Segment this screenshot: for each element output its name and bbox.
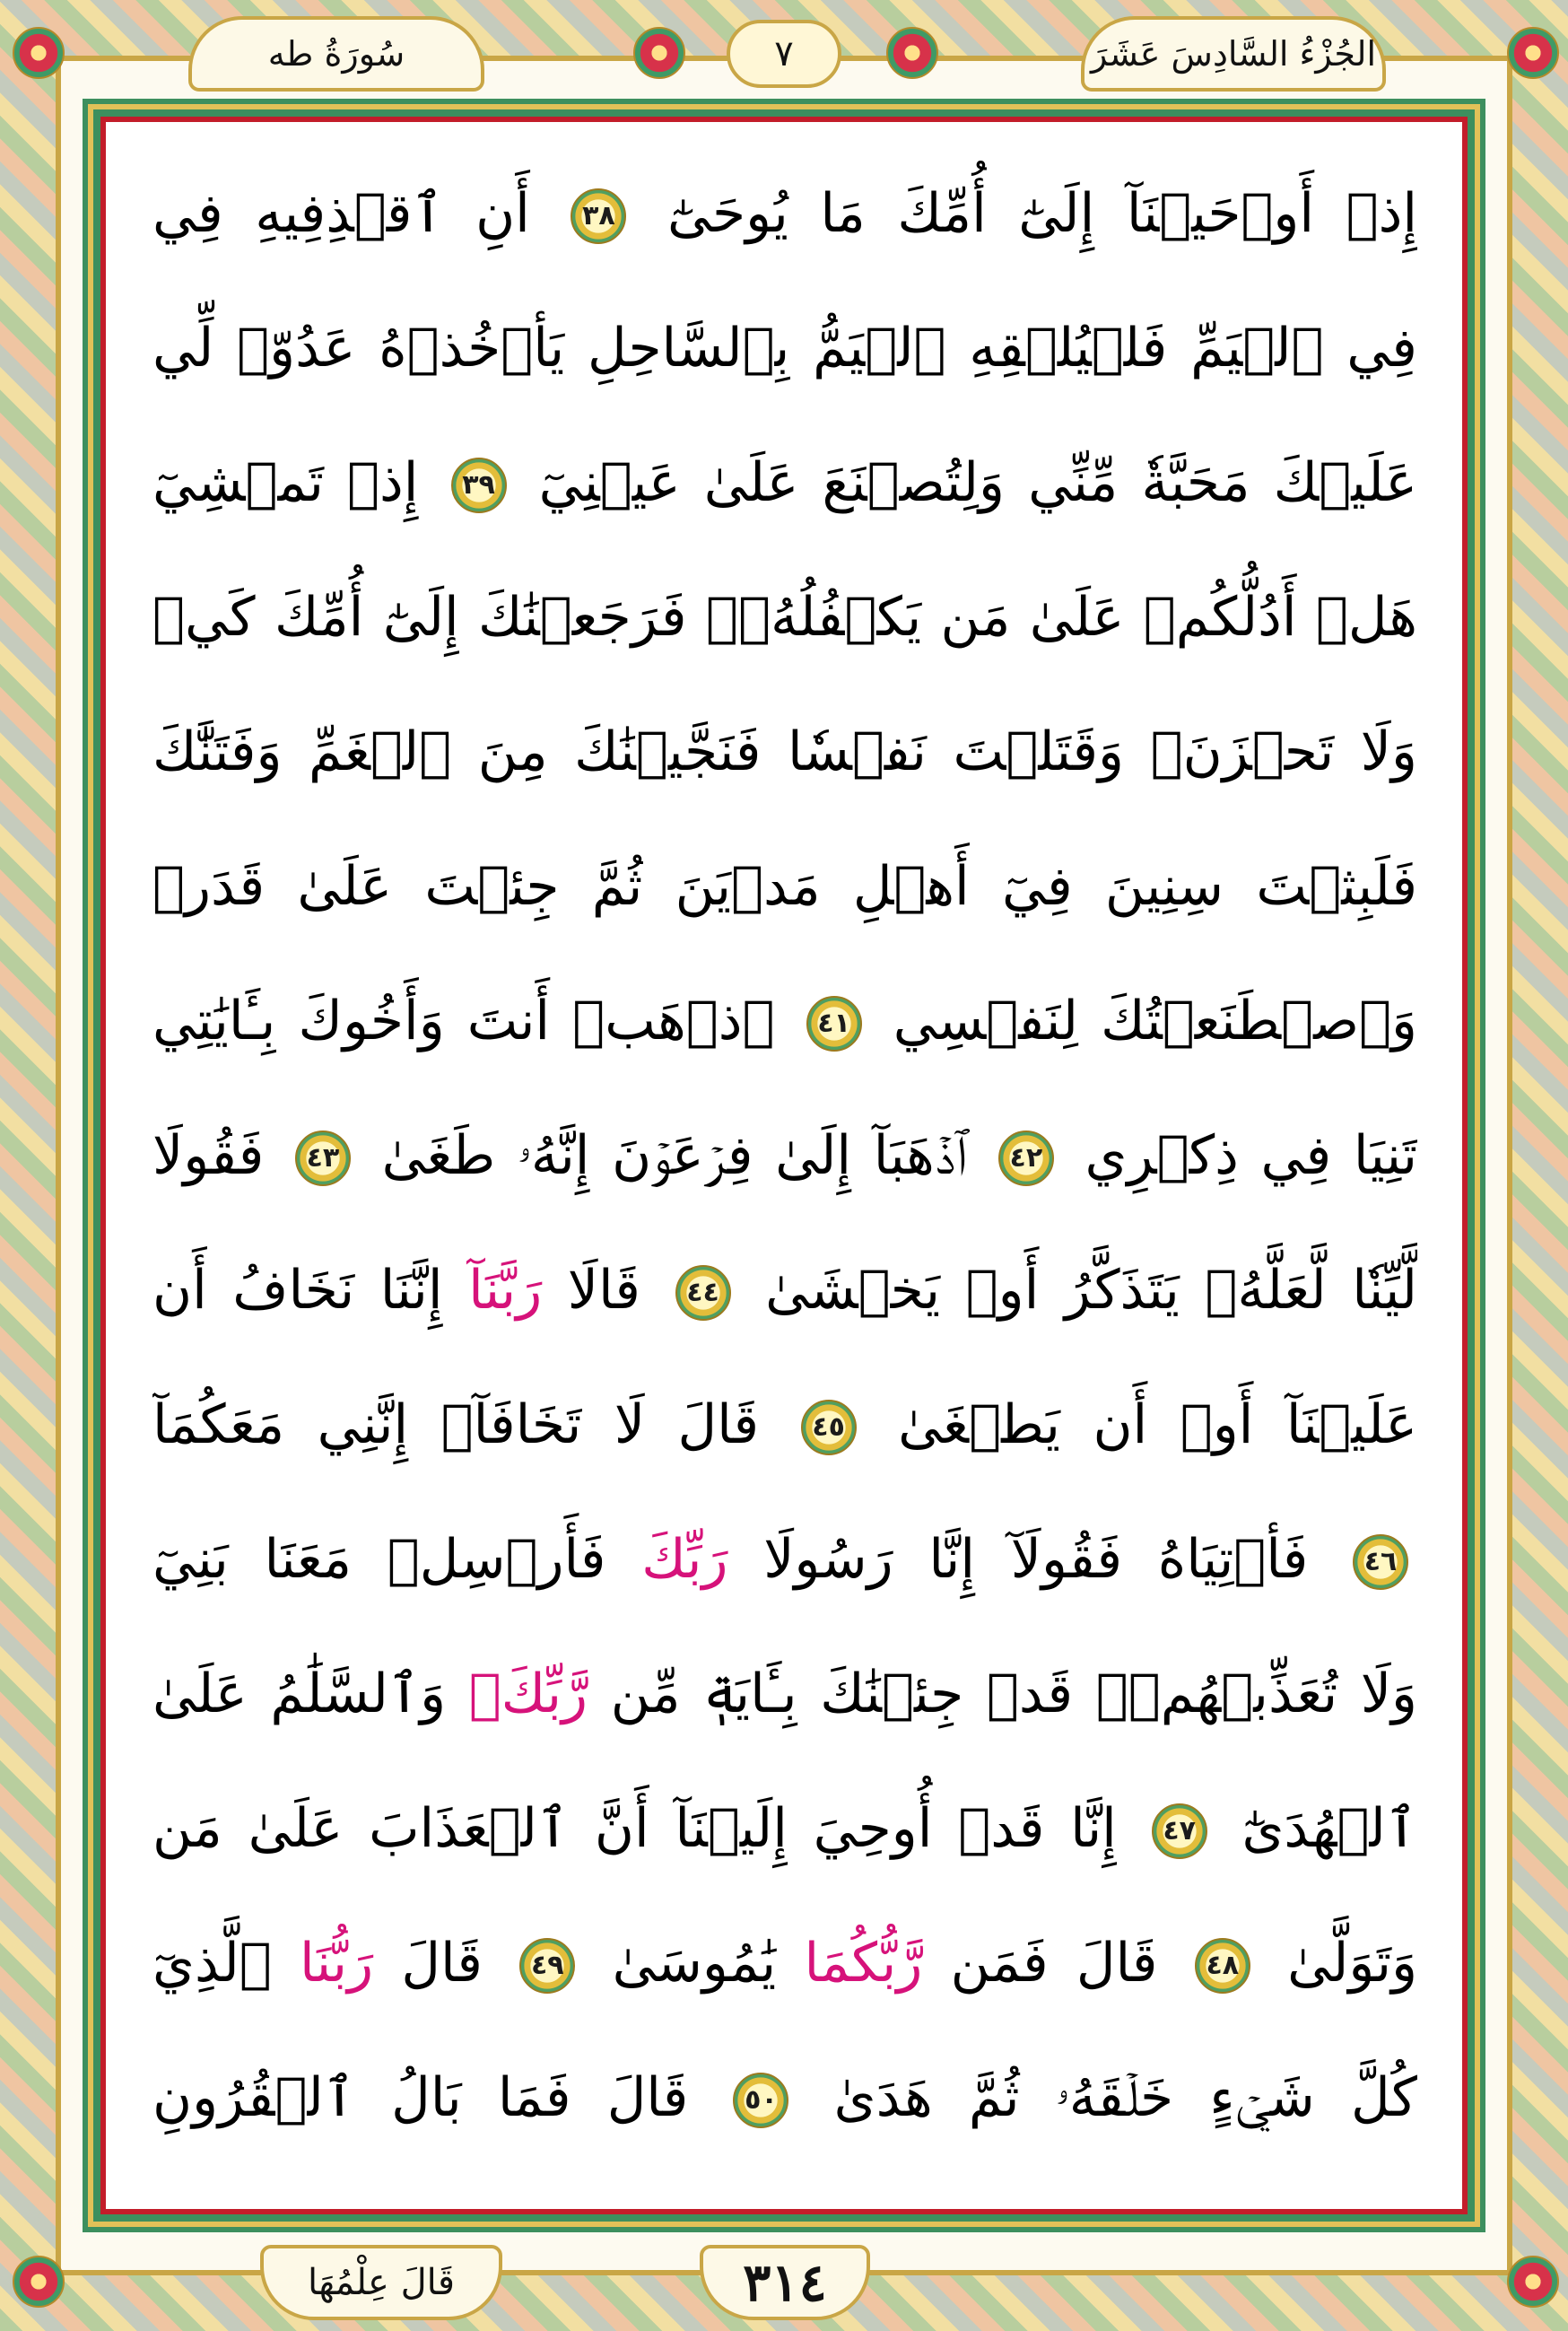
verse-text: إِذۡ تَمۡشِيٓ: [152, 451, 419, 514]
verse-text: تَنِيَا فِي ذِكۡرِي: [1085, 1124, 1417, 1187]
page-number: ٣١٤: [743, 2252, 827, 2313]
verse-text: فِي ٱلۡيَمِّ فَلۡيُلۡقِهِ ٱلۡيَمُّ بِٱلسَّاحِلِ يَأۡخُذۡهُ عَدُوّٞ لِّي: [152, 317, 1417, 380]
juz-name: الجُزْءُ السَّادِسَ عَشَرَ: [1090, 34, 1377, 74]
ayah-number-marker: ٤٥: [801, 1400, 857, 1455]
surah-name: سُورَةُ طه: [267, 34, 405, 74]
verse-text: إِنَّنَا نَخَافُ أَن: [152, 1259, 443, 1322]
text-line: [152, 153, 1417, 275]
verse-text: فَأَرۡسِلۡ مَعَنَا بَنِيٓ: [152, 1528, 606, 1591]
rosette-top-left-icon: [13, 27, 65, 79]
verse-text: هَلۡ أَدُلُّكُمۡ عَلَىٰ مَن يَكۡفُلُهُۥۖ فَرَجَعۡنَٰكَ إِلَىٰٓ أُمِّكَ كَيۡ: [152, 586, 1417, 649]
ayah-number-marker: ٤٩: [519, 1938, 575, 1994]
verse-text: فَأۡتِيَاهُ فَقُولَآ إِنَّا رَسُولَا: [763, 1528, 1309, 1591]
verse-text: فَلَبِثۡتَ سِنِينَ فِيٓ أَهۡلِ مَدۡيَنَ ثُمَّ جِئۡتَ عَلَىٰ قَدَرٖ: [152, 855, 1417, 918]
text-line: [152, 1902, 1417, 2024]
verse-text: ٱذۡهَبَآ إِلَىٰ فِرۡعَوۡنَ إِنَّهُۥ طَغَىٰ: [381, 1124, 968, 1187]
verse-text: يَٰمُوسَىٰ: [612, 1932, 777, 1995]
text-line: [152, 556, 1417, 678]
ayah-number-marker: ٣٨: [571, 188, 626, 244]
divine-name-text: رَبُّنَا: [300, 1932, 374, 1995]
verse-text: إِذۡ أَوۡحَيۡنَآ إِلَىٰٓ أُمِّكَ مَا يُوحَىٰٓ: [667, 182, 1417, 245]
text-line: [152, 1095, 1417, 1217]
verse-text: قَالَ فَمَا بَالُ ٱلۡقُرُونِ: [152, 2066, 689, 2129]
verse-text: وَٱلسَّلَٰمُ عَلَىٰ: [152, 1663, 447, 1725]
ayah-number-marker: ٤١: [806, 996, 862, 1052]
hizb-marker: ٧: [774, 33, 794, 74]
text-line: [152, 825, 1417, 947]
ayah-number-marker: ٤٨: [1195, 1938, 1250, 1994]
text-line: [152, 422, 1417, 544]
verse-text: قَالَا: [567, 1259, 640, 1322]
catchword-footer: [260, 2245, 502, 2320]
verse-text: ٱلۡهُدَىٰٓ: [1241, 1797, 1417, 1860]
verse-text: وَلَا تُعَذِّبۡهُمۡۖ قَدۡ جِئۡنَٰكَ بِـَٔايَةٖ مِّن: [610, 1663, 1417, 1725]
verse-text: كُلَّ شَيۡءٍ خَلۡقَهُۥ ثُمَّ هَدَىٰ: [833, 2066, 1417, 2129]
divine-name-text: رَّبُّكُمَا: [804, 1932, 923, 1995]
text-line: [152, 1768, 1417, 1890]
juz-name-header: [1081, 16, 1386, 92]
page-number-footer: [700, 2245, 870, 2320]
rosette-bottom-right-icon: [1507, 2256, 1559, 2308]
verse-text: إِنَّا قَدۡ أُوحِيَ إِلَيۡنَآ أَنَّ ٱلۡعَذَابَ عَلَىٰ مَن: [152, 1797, 1117, 1860]
text-line: [152, 1229, 1417, 1351]
verse-text: عَلَيۡكَ مَحَبَّةٗ مِّنِّي وَلِتُصۡنَعَ عَلَىٰ عَيۡنِيٓ: [538, 451, 1417, 514]
rosette-bottom-left-icon: [13, 2256, 65, 2308]
ayah-number-marker: ٤٣: [295, 1131, 351, 1186]
text-line: [152, 2037, 1417, 2159]
rosette-top-center-left-icon: [633, 27, 685, 79]
rosette-top-right-icon: [1507, 27, 1559, 79]
verse-text: أَنِ ٱقۡذِفِيهِ فِي: [152, 182, 530, 245]
verse-text: وَٱصۡطَنَعۡتُكَ لِنَفۡسِي: [893, 990, 1417, 1052]
verse-text: وَتَوَلَّىٰ: [1287, 1932, 1417, 1995]
ayah-number-marker: ٣٩: [451, 458, 507, 513]
text-line: [152, 960, 1417, 1082]
verse-text: عَلَيۡنَآ أَوۡ أَن يَطۡغَىٰ: [898, 1393, 1417, 1456]
ayah-number-marker: ٥٠: [733, 2073, 788, 2128]
verse-text: وَلَا تَحۡزَنَۚ وَقَتَلۡتَ نَفۡسٗا فَنَجَّيۡنَٰكَ مِنَ ٱلۡغَمِّ وَفَتَنَّٰكَ: [152, 720, 1417, 783]
catchword: قَالَ عِلْمُهَا: [308, 2262, 455, 2303]
text-line: [152, 287, 1417, 409]
verse-text: فَقُولَا: [152, 1124, 265, 1187]
ayah-number-marker: ٤٦: [1353, 1534, 1408, 1590]
verse-text: قَالَ لَا تَخَافَآۖ إِنَّنِي مَعَكُمَآ: [152, 1393, 760, 1456]
quran-text-body: [117, 153, 1453, 2198]
text-line: [152, 1498, 1417, 1620]
text-line: [152, 1633, 1417, 1755]
ayah-number-marker: ٤٤: [675, 1265, 731, 1321]
divine-name-text: رَبِّكَ: [641, 1528, 728, 1591]
divine-name-text: رَّبِّكَۖ: [468, 1663, 588, 1725]
text-line: [152, 1364, 1417, 1486]
surah-name-header: [188, 16, 484, 92]
text-line: [152, 691, 1417, 813]
hizb-marker-badge: [727, 20, 841, 88]
verse-text: لَّيِّنٗا لَّعَلَّهُۥ يَتَذَكَّرُ أَوۡ يَخۡشَىٰ: [765, 1259, 1417, 1322]
ayah-number-marker: ٤٧: [1152, 1803, 1207, 1859]
verse-text: ٱلَّذِيٓ: [152, 1932, 272, 1995]
divine-name-text: رَبَّنَآ: [468, 1259, 543, 1322]
verse-text: ٱذۡهَبۡ أَنتَ وَأَخُوكَ بِـَٔايَٰتِي: [152, 990, 775, 1052]
verse-text: قَالَ فَمَن: [950, 1932, 1158, 1995]
rosette-top-center-right-icon: [886, 27, 938, 79]
ayah-number-marker: ٤٢: [998, 1131, 1054, 1186]
verse-text: قَالَ: [401, 1932, 483, 1995]
